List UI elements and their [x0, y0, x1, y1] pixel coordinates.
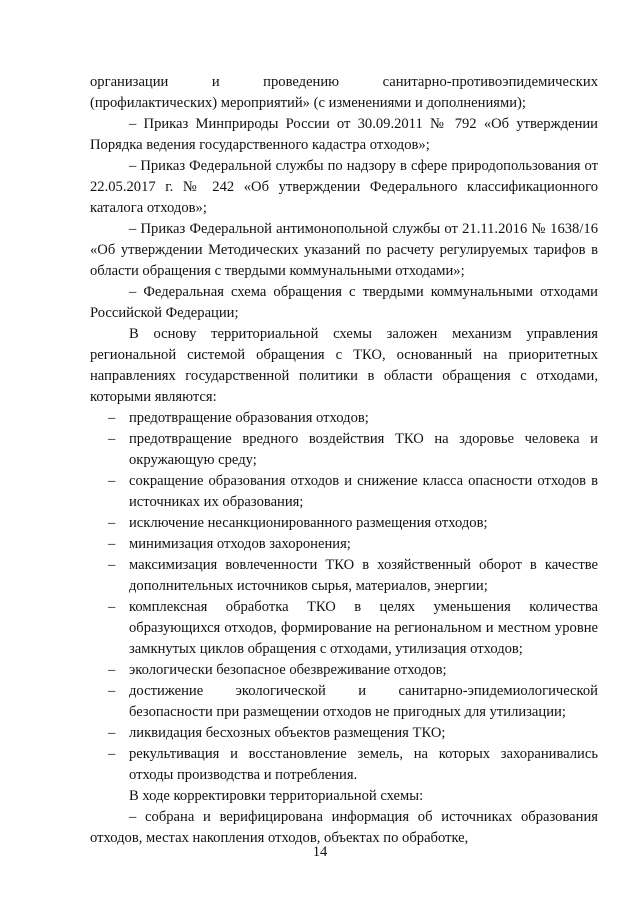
list-item-text: исключение несанкционированного размещения отходов; — [129, 515, 488, 531]
paragraph-order-fas: – Приказ Федеральной антимонопольной службы от 21.11.2016 № 1638/16 «Об утверждении Методических указаний по расчету регулируемых тарифов в области обращения с твердыми коммунальными отходами»; — [90, 221, 598, 279]
list-item-text: предотвращение вредного воздействия ТКО на здоровье человека и окружающую среду; — [129, 431, 598, 468]
list-item-text: экологически безопасное обезвреживание отходов; — [129, 662, 447, 678]
paragraph-order-minprirody: – Приказ Минприроды России от 30.09.2011 № 792 «Об утверждении Порядка ведения государственного кадастра отходов»; — [90, 116, 598, 153]
paragraph-correction-intro: В ходе корректировки территориальной схемы: — [129, 788, 424, 804]
list-item-text: минимизация отходов захоронения; — [129, 536, 351, 552]
list-dash: – — [108, 662, 116, 678]
paragraph-order-rosprirodnadzor: – Приказ Федеральной службы по надзору в сфере природопользования от 22.05.2017 г. № 242 «Об утверждении Федерального классификационного каталога отходов»; — [90, 158, 598, 216]
list-dash: – — [108, 746, 116, 762]
page-number: 14 — [312, 844, 328, 860]
list-item-text: ликвидация бесхозных объектов размещения ТКО; — [129, 725, 446, 741]
list-item-text: достижение экологической и санитарно-эпидемиологической безопасности при размещении отходов не пригодных для утилизации; — [129, 683, 598, 720]
paragraph-correction-item: – собрана и верифицирована информация об источниках образования отходов, местах накопления отходов, объектах по обработке, — [90, 809, 598, 846]
paragraph-federal-scheme: – Федеральная схема обращения с твердыми коммунальными отходами Российской Федерации; — [90, 284, 598, 321]
list-dash: – — [108, 473, 116, 489]
list-dash: – — [108, 410, 116, 426]
list-dash: – — [108, 431, 116, 447]
list-item-text: максимизация вовлеченности ТКО в хозяйственный оборот в качестве дополнительных источников сырья, материалов, энергии; — [129, 557, 598, 594]
list-item-text: комплексная обработка ТКО в целях уменьшения количества образующихся отходов, формирование на региональном и местном уровне замкнутых циклов обращения с отходами, утилизация отходов; — [129, 599, 598, 657]
list-item-text: рекультивация и восстановление земель, на которых захоранивались отходы производства и потребления. — [129, 746, 598, 783]
list-dash: – — [108, 599, 116, 615]
list-dash: – — [108, 515, 116, 531]
paragraph-intro-priorities: В основу территориальной схемы заложен механизм управления региональной системой обращения с ТКО, основанный на приоритетных направлениях государственной политики в области обращения с отходами, которыми являются: — [90, 326, 598, 405]
list-item-text: предотвращение образования отходов; — [129, 410, 369, 426]
list-dash: – — [108, 725, 116, 741]
list-item-text: сокращение образования отходов и снижение класса опасности отходов в источниках их образования; — [129, 473, 598, 510]
list-dash: – — [108, 557, 116, 573]
paragraph-continuation: организации и проведению санитарно-противоэпидемических (профилактических) мероприятий» (с изменениями и дополнениями); — [90, 74, 598, 111]
list-dash: – — [108, 536, 116, 552]
list-dash: – — [108, 683, 116, 699]
